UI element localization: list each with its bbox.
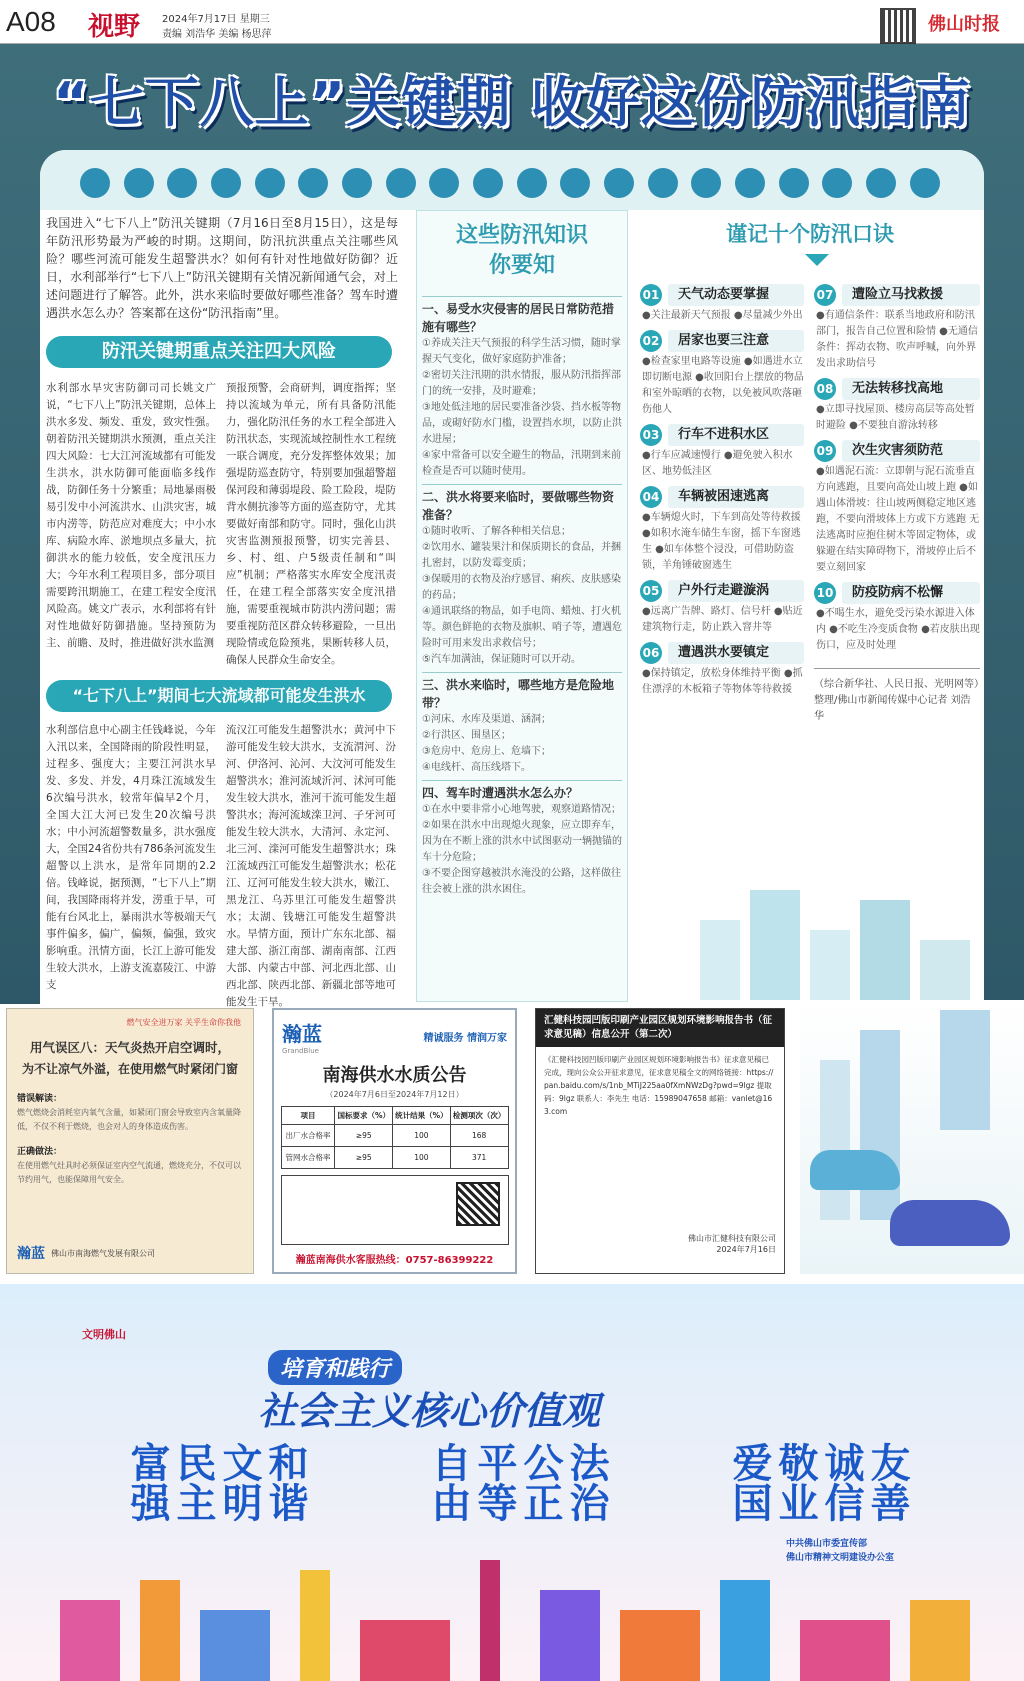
chevron-down-icon bbox=[805, 254, 829, 266]
tip-09: 09 次生灾害须防范 ●如遇泥石流：立即朝与泥石流垂直方向逃跑，且要向高处山坡上跑 ●如遇山体滑坡：往山坡两侧稳定地区逃跑，不要向滑坡体上方或下方逃跑 无法逃离时应抱住树木等固定物体，或躲避在结实障碍物下，滑坡停止后不要立刻回家 bbox=[814, 440, 980, 576]
city-illustration bbox=[690, 880, 980, 1000]
table-row: 出厂水合格率 ≥95 100 168 bbox=[281, 1125, 508, 1147]
city-skyline bbox=[0, 1560, 1024, 1681]
tip-07: 07 遭险立马找救援 ●有通信条件：联系当地政府和防汛部门，报告自己位置和险情 ●无通信条件：挥动衣物、吹声呼喊，向外界发出求助信号 bbox=[814, 284, 980, 372]
question-4: 四、驾车时遭遇洪水怎么办？ bbox=[422, 780, 622, 802]
water-quality-notice: 瀚蓝 GrandBlue 精诚服务 情润万家 南海供水水质公告 （2024年7月6日至2024年7月12日） 项目 国标要求（%） 统计结果（%） 检测项次（次） 出厂水合格率 ≥95 100 168 管网水合格率 ≥95 100 371 瀚蓝南海供水客服热线：0757-86399222 bbox=[272, 1008, 517, 1274]
table-row: 管网水合格率 ≥95 100 371 bbox=[281, 1147, 508, 1169]
question-3: 三、洪水来临时，哪些地方是危险地带？ bbox=[422, 672, 622, 712]
risks-column-1: 水利部水旱灾害防御司司长姚文广说，“七下八上”防汛关键期，总体上洪水多发、频发、重发，致灾性强。朝着防汛关键期洪水预测，重点关注四大风险：七大江河流域都有可能发生洪水，洪水防御可能面临多线作战，防御任务十分繁重；局地暴雨极易引发中小河流洪水、山洪灾害，城市内涝等，防范应对难度大；中小水库、病险水库、淤地坝点多量大，抗御洪水的能力较低，安全度汛压力大；今年水利工程项目多，部分项目需要跨汛期施工，在建工程安全度汛风险高。姚文广表示，水利部将有针对性地做好防御措施。坚持预防为主、前瞻、及时，推进做好洪水监测 bbox=[46, 382, 216, 649]
masthead bbox=[0, 0, 1024, 44]
hotline: 瀚蓝南海供水客服热线：0757-86399222 bbox=[295, 1255, 494, 1266]
tip-02: 02 居家也要三注意 ●检查家里电路等设施 ●如遇进水立即切断电源 ●收回阳台上摆放的物品和室外晾晒的衣物，以免被风吹落砸伤他人 bbox=[640, 330, 804, 418]
page-number: A08 bbox=[6, 6, 56, 37]
brand-logo: 瀚蓝 bbox=[17, 1246, 45, 1262]
answer-4: ①在水中要非常小心地驾驶，观察道路情况； ②如果在洪水中出现熄火现象，应立即弃车，因为在不断上涨的洪水中试图驱动一辆抛锚的车十分危险； ③不要企图穿越被洪水淹没的公路，这样做往往会被上涨的洪水困住。 bbox=[422, 804, 622, 895]
wenming-logo: 文明佛山 bbox=[82, 1328, 126, 1341]
answer-2: ①随时收听、了解各种相关信息； ②饮用水、罐装果汁和保质期长的食品，并捆扎密封，以防发霉变质； ③保暖用的衣物及治疗感冒、痢疾、皮肤感染的药品； ④通讯联络的物品，如手电筒、蜡烛、打火机等。颜色鲜艳的衣物及旗帜、哨子等，遭遇危险时可用来发出求救信号； ⑤汽车加满油，保证随时可以开动。 bbox=[422, 526, 622, 665]
core-values-grid: 富强 民主 文明 和谐 自由 平等 公正 法治 爱国 敬业 诚信 友善 bbox=[124, 1442, 911, 1522]
newspaper-logo: 佛山时报 bbox=[928, 14, 1000, 35]
gas-safety-ad: 燃气安全进万家 关乎生命你我他 用气误区八：天气炎热开启空调时， 为不让凉气外溢，在使用燃气时紧闭门窗 错误解读： 燃气燃烧会消耗室内氧气含量，如紧闭门窗会导致室内含氧量降低，不仅不利于燃烧，也会对人的身体造成伤害。 正确做法： 在使用燃气灶具时必须保证室内空气流通，燃烧充分，不仅可以节约用气，也能保障用气安全。 瀚蓝 佛山市南海燃气发展有限公司 bbox=[6, 1008, 254, 1274]
poster-line2: 社会主义核心价值观 bbox=[258, 1388, 601, 1433]
section-band-risks: 防汛关键期重点关注四大风险 bbox=[46, 336, 392, 368]
answer-3: ①河床、水库及渠道、涵洞； ②行洪区、围垦区； ③危房中、危房上、危墙下； ④电线杆、高压线塔下。 bbox=[422, 714, 551, 773]
issuer-1: 中共佛山市委宣传部 bbox=[786, 1539, 868, 1549]
tip-03: 03 行车不进积水区 ●行车应减速慢行 ●避免驶入积水区、地势低洼区 bbox=[640, 424, 804, 480]
brand-logo: 瀚蓝 bbox=[282, 1022, 322, 1046]
tip-05: 05 户外行走避漩涡 ●远离广告牌、路灯、信号杆 ●贴近建筑物行走，防止跌入窨井等 bbox=[640, 580, 804, 636]
editor-line: 责编 刘浩华 美编 杨思萍 bbox=[162, 29, 272, 40]
env-impact-notice: 汇健科技园凹版印刷产业园区规划环境影响报告书（征求意见稿）信息公开（第二次） 《汇健科技园凹版印刷产业园区规划环境影响报告书》征求意见稿已完成，现向公众公开征求意见，征求意见稿全文的网络链接：https://pan.baidu.com/s/1nb_MTiJ225aa0fXmNWzDg?pwd=9lgz 提取码：9lgz 联系人：李先生 电话：15989047658 邮箱：vanlet@163.com 佛山市汇健科技有限公司 2024年7月16日 bbox=[535, 1008, 785, 1274]
section-band-floods: “七下八上”期间七大流域都可能发生洪水 bbox=[46, 680, 392, 712]
date-line: 2024年7月17日 星期三 bbox=[162, 14, 270, 25]
tip-01: 01 天气动态要掌握 ●关注最新天气预报 ●尽量减少外出 bbox=[640, 284, 804, 324]
tip-08: 08 无法转移找高地 ●立即寻找屋顶、楼房高层等高处暂时避险 ●不要独自游泳转移 bbox=[814, 378, 980, 434]
floods-column-1: 水利部信息中心副主任钱峰说，今年入汛以来，全国降雨的阶段性明显，过程多、强度大；主要江河洪水早发、多发、并发，4月珠江流域发生6次编号洪水，较常年偏早2个月，全国大江大河已发生20次编号洪水；中小河流超警数量多，洪水强度大，全国24省份共有786条河流发生超警以上洪水，是常年同期的2.2倍。钱峰说，据预测，“七下八上”期间，我国降雨将并发，涝重于旱，可能有台风北上，暴雨洪水等极端天气事件偏多，偏广，偏频，偏强，致灾影响重。汛情方面，长江上游可能发生较大洪水，上游支流嘉陵江、中游支 bbox=[46, 724, 216, 991]
poster-line1: 培育和践行 bbox=[268, 1350, 402, 1385]
tip-04: 04 车辆被困速逃离 ●车辆熄火时，下车到高处等待救援 ●如积水淹车储生车窗，摇下车窗逃生 ●如车体整个浸没，可借助防盗锁，羊角锤破窗逃生 bbox=[640, 486, 804, 574]
question-1: 一、易受水灾侵害的居民日常防范措施有哪些？ bbox=[422, 296, 622, 336]
answer-1: ①养成关注天气预报的科学生活习惯，随时掌握天气变化，做好家庭防护准备； ②密切关注汛期的洪水情报，服从防汛指挥部门的统一安排，及时避难； ③地处低洼地的居民要准备沙袋、挡水板等物品，或砌好防水门槛，设置挡水坝，以防止洪水进屋； ④家中常备可以安全避生的物品，汛期到来前检查是否可以随时使用。 bbox=[422, 338, 622, 477]
floods-column-2: 流汉江可能发生超警洪水；黄河中下游可能发生较大洪水，支流渭河、汾河、伊洛河、沁河、大汶河可能发生超警洪水；淮河流域沂河、沭河可能发生较大洪水，淮河干流可能发生超警洪水；海河流域滦卫河、子牙河可能发生较大洪水，大清河、永定河、北三河、滦河可能发生超警洪水；珠江流域西江可能发生超警洪水；松花江、辽河可能发生较大洪水，嫩江、黑龙江、乌苏里江可能发生超警洪水；太湖、钱塘江可能发生超警洪水。旱情方面，预计广东东北部、福建大部、浙江南部、湖南南部、江西大部、内蒙古中部、河北西北部、山西北部、陕西北部、新疆北部等地可能发生干旱。 bbox=[226, 724, 396, 1008]
question-2: 二、洪水将要来临时，要做哪些物资准备？ bbox=[422, 484, 622, 524]
article-source: （综合新华社、人民日报、光明网等）整理/佛山市新闻传媒中心记者 刘浩华 bbox=[814, 668, 980, 725]
knowledge-title: 这些防汛知识 你要知 bbox=[455, 222, 588, 278]
section-name: 视野 bbox=[88, 12, 141, 42]
risks-column-2: 预报预警，会商研判，调度指挥；坚持以流域为单元，所有具备防汛能力，强化防汛任务的水工程全部进入防汛状态，实现流域控制性水工程统一联合调度，充分发挥整体效果；加强堤防巡查防守，特别要加强超警超保河段和薄弱堤段、险工险段，堤防背水侧抗渗等方面的巡查防守，尤其要做好南部和防守。同时，强化山洪灾害监测预报预警，切实完善县、乡、村、组、户5级责任制和“叫应”机制；严格落实水库安全度汛责任，在建工程全部落实安全度汛措施，需要重视城市防洪内涝问题；需要重视防范区群众转移避险，一旦出现险情或危险预兆，果断转移人员，确保人民群众生命安全。 bbox=[226, 382, 396, 666]
binding-holes bbox=[80, 168, 940, 198]
page-headline: “七下八上”关键期 收好这份防汛指南 bbox=[53, 71, 971, 134]
water-quality-table: 项目 国标要求（%） 统计结果（%） 检测项次（次） 出厂水合格率 ≥95 100 168 管网水合格率 ≥95 100 371 bbox=[281, 1106, 509, 1169]
tip-10: 10 防疫防病不松懈 ●不喝生水，避免受污染水源进入体内 ●不吃生冷变质食物 ●若皮肤出现伤口，应及时处理 bbox=[814, 582, 980, 654]
tips-right-column bbox=[814, 284, 980, 725]
qr-code-icon bbox=[456, 1182, 500, 1226]
tip-06: 06 遭遇洪水要镇定 ●保持镇定，放松身体维持平衡 ●抓住漂浮的木板箱子等物体等待救援 bbox=[640, 642, 804, 698]
intro-paragraph: 我国进入“七下八上”防汛关键期（7月16日至8月15日），这是每年防汛形势最为严峻的时期。这期间，防汛抗洪重点关注哪些风险？哪些河流可能发生超警洪水？如何有针对性地做好防御？近日，水利部举行“七下八上”防汛关键期有关情况新闻通气会，对上述问题进行了解答。此外，洪水来临时要做好哪些准备？驾车时遭遇洪水怎么办？答案都在这份“防汛指南”里。 bbox=[46, 216, 398, 320]
knowledge-list bbox=[422, 296, 622, 898]
issuer-2: 佛山市精神文明建设办公室 bbox=[786, 1553, 895, 1563]
tips-left-column bbox=[640, 284, 804, 704]
qr-code-icon bbox=[880, 8, 916, 44]
car-illustration bbox=[800, 1000, 1024, 1274]
tips-title: 谨记十个防汛口诀 bbox=[726, 221, 894, 246]
